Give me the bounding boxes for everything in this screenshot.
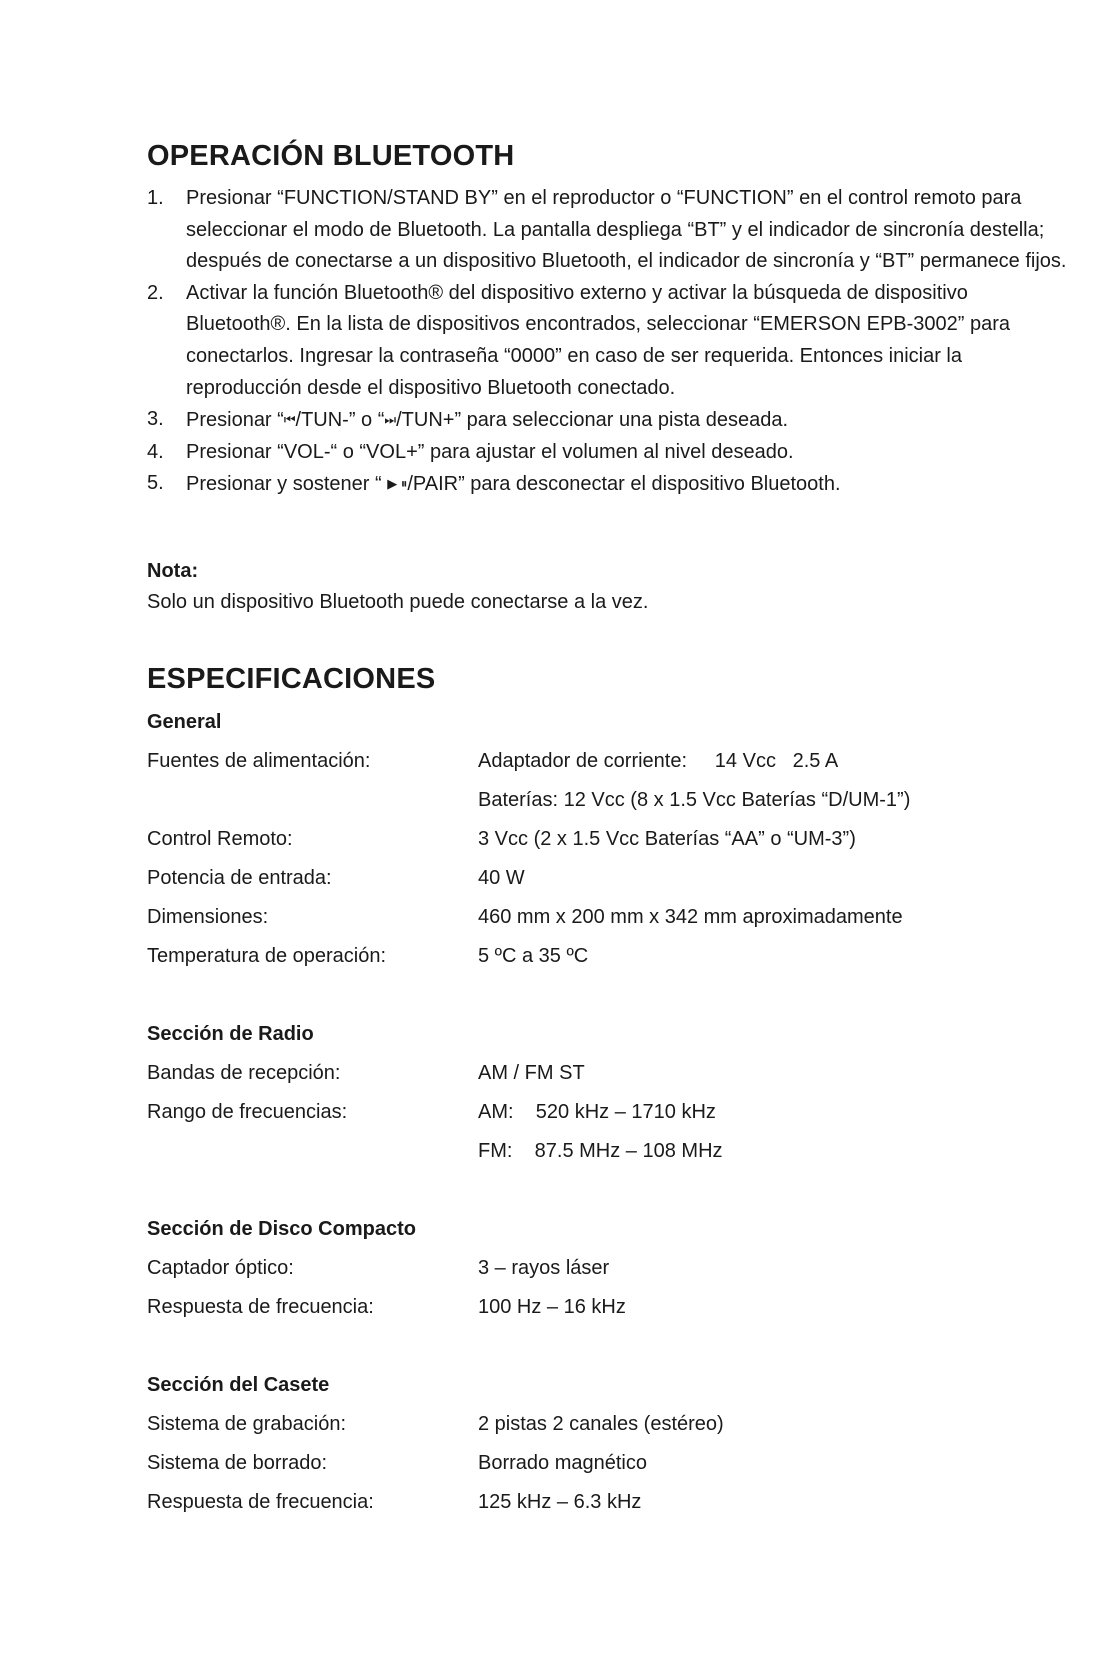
- spec-value: FM: 87.5 MHz – 108 MHz: [478, 1140, 723, 1162]
- spec-label: Dimensiones:: [147, 906, 269, 928]
- spec-row: [147, 1062, 1077, 1092]
- spec-value: 3 Vcc (2 x 1.5 Vcc Baterías “AA” o “UM-3”): [478, 828, 856, 850]
- list-item: 5. Presionar y sostener “ ▶ ⏸/PAIR” para desconectar el dispositivo Bluetooth.: [147, 472, 841, 496]
- spec-row: [147, 906, 1077, 936]
- spec-label: Potencia de entrada:: [147, 867, 332, 889]
- spec-row: [147, 1140, 1077, 1170]
- list-item: 3. Presionar “⏮/TUN-” o “⏭/TUN+” para seleccionar una pista deseada.: [147, 408, 788, 432]
- bluetooth-steps-list: [147, 183, 1077, 501]
- spec-row: [147, 1296, 1077, 1326]
- spec-label: Sistema de grabación:: [147, 1413, 347, 1435]
- spec-label: Control Remoto:: [147, 828, 293, 850]
- spec-value: 5 ºC a 35 ºC: [478, 945, 589, 967]
- spec-value: 2 pistas 2 canales (estéreo): [478, 1413, 724, 1435]
- spec-value: 40 W: [478, 867, 525, 889]
- spec-row: [147, 828, 1077, 858]
- spec-value: 3 – rayos láser: [478, 1257, 610, 1279]
- step-text: Presionar “VOL-“ o “VOL+” para ajustar el volumen al nivel deseado.: [186, 440, 794, 463]
- play-pause-icon: ▶ ⏸: [387, 476, 408, 492]
- spec-value: AM: 520 kHz – 1710 kHz: [478, 1101, 716, 1123]
- spec-value: 100 Hz – 16 kHz: [478, 1296, 626, 1318]
- spec-row: [147, 1452, 1077, 1482]
- spec-row: [147, 867, 1077, 897]
- spec-row: [147, 1413, 1077, 1443]
- spec-label: Rango de frecuencias:: [147, 1101, 348, 1123]
- spec-row: [147, 945, 1077, 975]
- general-heading: General: [147, 711, 222, 733]
- spec-label: Respuesta de frecuencia:: [147, 1491, 374, 1513]
- spec-row: [147, 1101, 1077, 1131]
- note-text: Solo un dispositivo Bluetooth puede conectarse a la vez.: [147, 591, 649, 613]
- spec-label: Temperatura de operación:: [147, 945, 387, 967]
- radio-heading: Sección de Radio: [147, 1023, 314, 1045]
- spec-value: Baterías: 12 Vcc (8 x 1.5 Vcc Baterías “D/UM-1”): [478, 789, 911, 811]
- note-label: Nota:: [147, 560, 199, 582]
- spec-value: Borrado magnético: [478, 1452, 647, 1474]
- spec-label: Respuesta de frecuencia:: [147, 1296, 374, 1318]
- bluetooth-section-title: OPERACIÓN BLUETOOTH: [147, 140, 515, 172]
- skip-back-icon: ⏮: [283, 412, 296, 428]
- spec-value: Adaptador de corriente: 14 Vcc 2.5 A: [478, 750, 839, 772]
- list-item: 1. Presionar “FUNCTION/STAND BY” en el reproductor o “FUNCTION” en el control remoto para seleccionar el modo de Bluetooth. La pantalla despliega “BT” y el indicador de sincronía destella; después de conectarse a un dispositivo Bluetooth, el indicador de sincronía y “BT” permanece fijos.: [147, 187, 1067, 273]
- cd-heading: Sección de Disco Compacto: [147, 1218, 416, 1240]
- spec-row: [147, 1491, 1077, 1521]
- spec-row: [147, 789, 1077, 819]
- list-item: 2. Activar la función Bluetooth® del dispositivo externo y activar la búsqueda de dispositivo Bluetooth®. En la lista de dispositivos encontrados, seleccionar “EMERSON EPB-3002” para conectarlos. Ingresar la contraseña “0000” en caso de ser requerida. Entonces iniciar la reproducción desde el dispositivo Bluetooth conectado.: [147, 281, 1011, 399]
- spec-label: Bandas de recepción:: [147, 1062, 341, 1084]
- list-item: 4. Presionar “VOL-“ o “VOL+” para ajustar el volumen al nivel deseado.: [147, 440, 794, 463]
- spec-label: Captador óptico:: [147, 1257, 294, 1279]
- spec-value: 460 mm x 200 mm x 342 mm aproximadamente: [478, 906, 903, 928]
- step-text: Presionar “FUNCTION/STAND BY” en el reproductor o “FUNCTION” en el control remoto para seleccionar el modo de Bluetooth. La pantalla despliega “BT” y el indicador de sincronía destella; después de conectarse a un dispositivo Bluetooth, el indicador de sincronía y “BT” permanece fijos.: [186, 187, 1067, 273]
- specifications-title: ESPECIFICACIONES: [147, 663, 436, 695]
- spec-label: Fuentes de alimentación:: [147, 750, 371, 772]
- spec-row: [147, 1257, 1077, 1287]
- step-text: Activar la función Bluetooth® del dispositivo externo y activar la búsqueda de dispositivo Bluetooth®. En la lista de dispositivos encontrados, seleccionar “EMERSON EPB-3002” para conectarlos. Ingresar la contraseña “0000” en caso de ser requerida. Entonces iniciar la reproducción desde el dispositivo Bluetooth conectado.: [186, 281, 1011, 399]
- spec-label: Sistema de borrado:: [147, 1452, 328, 1474]
- cassette-heading: Sección del Casete: [147, 1374, 330, 1396]
- spec-row: [147, 750, 1077, 780]
- spec-value: AM / FM ST: [478, 1062, 585, 1084]
- spec-value: 125 kHz – 6.3 kHz: [478, 1491, 642, 1513]
- skip-forward-icon: ⏭: [384, 412, 397, 428]
